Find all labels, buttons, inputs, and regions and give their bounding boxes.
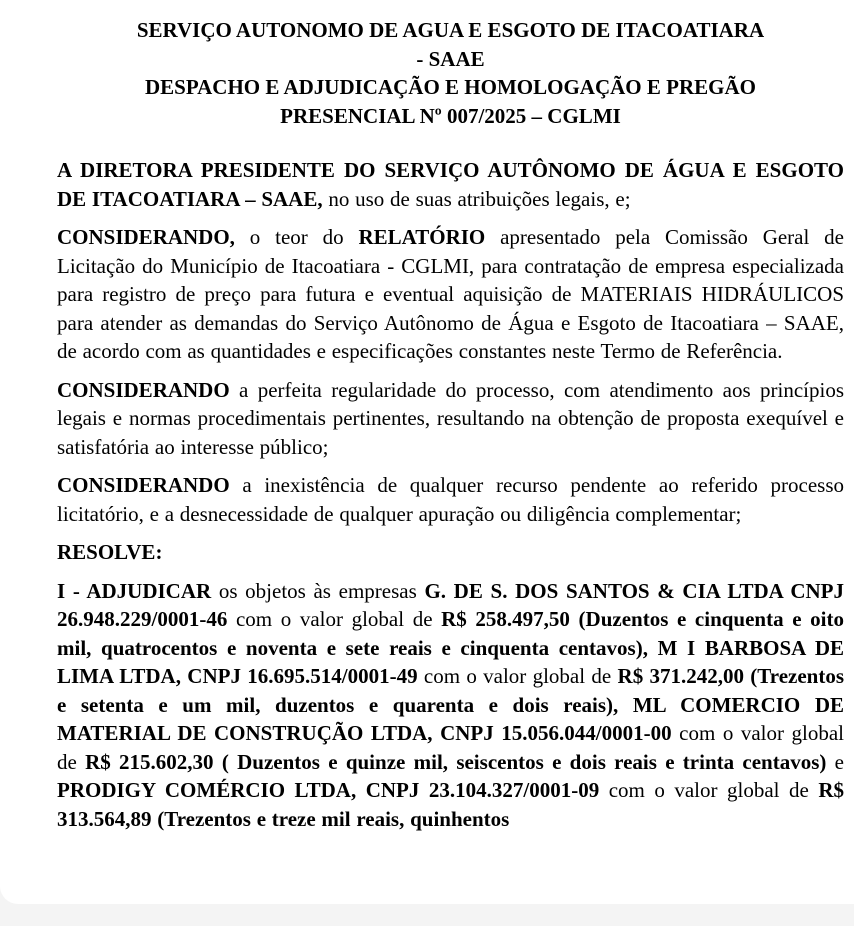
paragraph-considerando-inexistencia: [57, 471, 844, 528]
text-run: os objetos às empresas: [211, 578, 425, 603]
paragraph-resolve: [57, 538, 844, 567]
title-line-3: DESPACHO E ADJUDICAÇÃO E HOMOLOGAÇÃO E PREGÃO: [145, 75, 756, 99]
title-line-4: PRESENCIAL Nº 007/2025 – CGLMI: [280, 103, 621, 128]
text-run: o teor do: [234, 225, 359, 249]
text-run: a perfeita regularidade do processo, com atendimento aos princípios legais e normas procedimentais pertinentes, resultando na obtenção de proposta exequível e satisfatória ao interesse público;: [57, 377, 844, 459]
text-run: com o valor global de: [599, 778, 819, 802]
text-run-bold: A DIRETORA PRESIDENTE DO SERVIÇO AUTÔNOMO DE ÁGUA E ESGOTO DE ITACOATIARA – SAAE,: [57, 158, 844, 211]
text-run: a inexistência de qualquer recurso pendente ao referido processo licitatório, e a desnecessidade de qualquer apuração ou diligência complementar;: [57, 473, 844, 526]
paragraph-preamble: [57, 156, 844, 213]
text-run: no uso de suas atribuições legais, e;: [322, 186, 631, 211]
text-run-bold: CONSIDERANDO,: [57, 225, 235, 249]
text-run-bold: I - ADJUDICAR: [57, 578, 212, 603]
text-run-bold: CONSIDERANDO: [57, 473, 230, 497]
text-run-bold: R$ 215.602,30 ( Duzentos e quinze mil, seiscentos e dois reais e trinta centavos): [85, 749, 827, 774]
text-run-bold: PRODIGY COMÉRCIO LTDA, CNPJ 23.104.327/0001-09: [57, 778, 600, 802]
paragraph-adjudicar: [57, 577, 844, 834]
text-run-bold: R$ 258.497,50 (Duzentos e cinquenta e oito mil, quatrocentos e noventa e sete reais e cinquenta centavos), M I BARBOSA DE LIMA LTDA, CNPJ 16.695.514/0001-49: [57, 607, 844, 688]
title-line-2: - SAAE: [416, 46, 485, 71]
text-run: apresentado pela Comissão Geral de Licitação do Município de Itacoatiara - CGLMI, para contratação de empresa especializada para registro de preço para futura e eventual aquisição de MATERIAIS HIDRÁULICOS para atender as demandas do Serviço Autônomo de Água e Esgoto de Itacoatiara – SAAE, de acordo com as quantidades e especificações constantes neste Termo de Referência.: [57, 225, 844, 363]
paragraph-considerando-relatorio: [57, 223, 844, 366]
text-run: e: [826, 749, 844, 774]
text-run-bold: RESOLVE:: [57, 540, 163, 564]
title-line-1: SERVIÇO AUTONOMO DE AGUA E ESGOTO DE ITACOATIARA: [136, 18, 765, 42]
text-run-bold: CONSIDERANDO: [57, 377, 230, 402]
document-title: [57, 16, 844, 130]
paragraph-considerando-regularidade: [57, 376, 844, 462]
text-run-bold: G. DE S. DOS SANTOS & CIA LTDA CNPJ 26.948.229/0001-46: [57, 578, 844, 631]
text-run-bold: R$ 371.242,00 (Trezentos e setenta e um mil, duzentos e quarenta e dois reais), ML COMERCIO DE MATERIAL DE CONSTRUÇÃO LTDA, CNPJ 15.056.044/0001-00: [57, 664, 844, 745]
text-run: com o valor global de: [227, 607, 442, 631]
text-run: com o valor global de: [417, 664, 618, 688]
text-run: com o valor global de: [57, 721, 845, 774]
text-run-bold: RELATÓRIO: [358, 225, 486, 249]
text-run-bold: R$ 313.564,89 (Trezentos e treze mil reais, quinhentos: [57, 778, 844, 831]
